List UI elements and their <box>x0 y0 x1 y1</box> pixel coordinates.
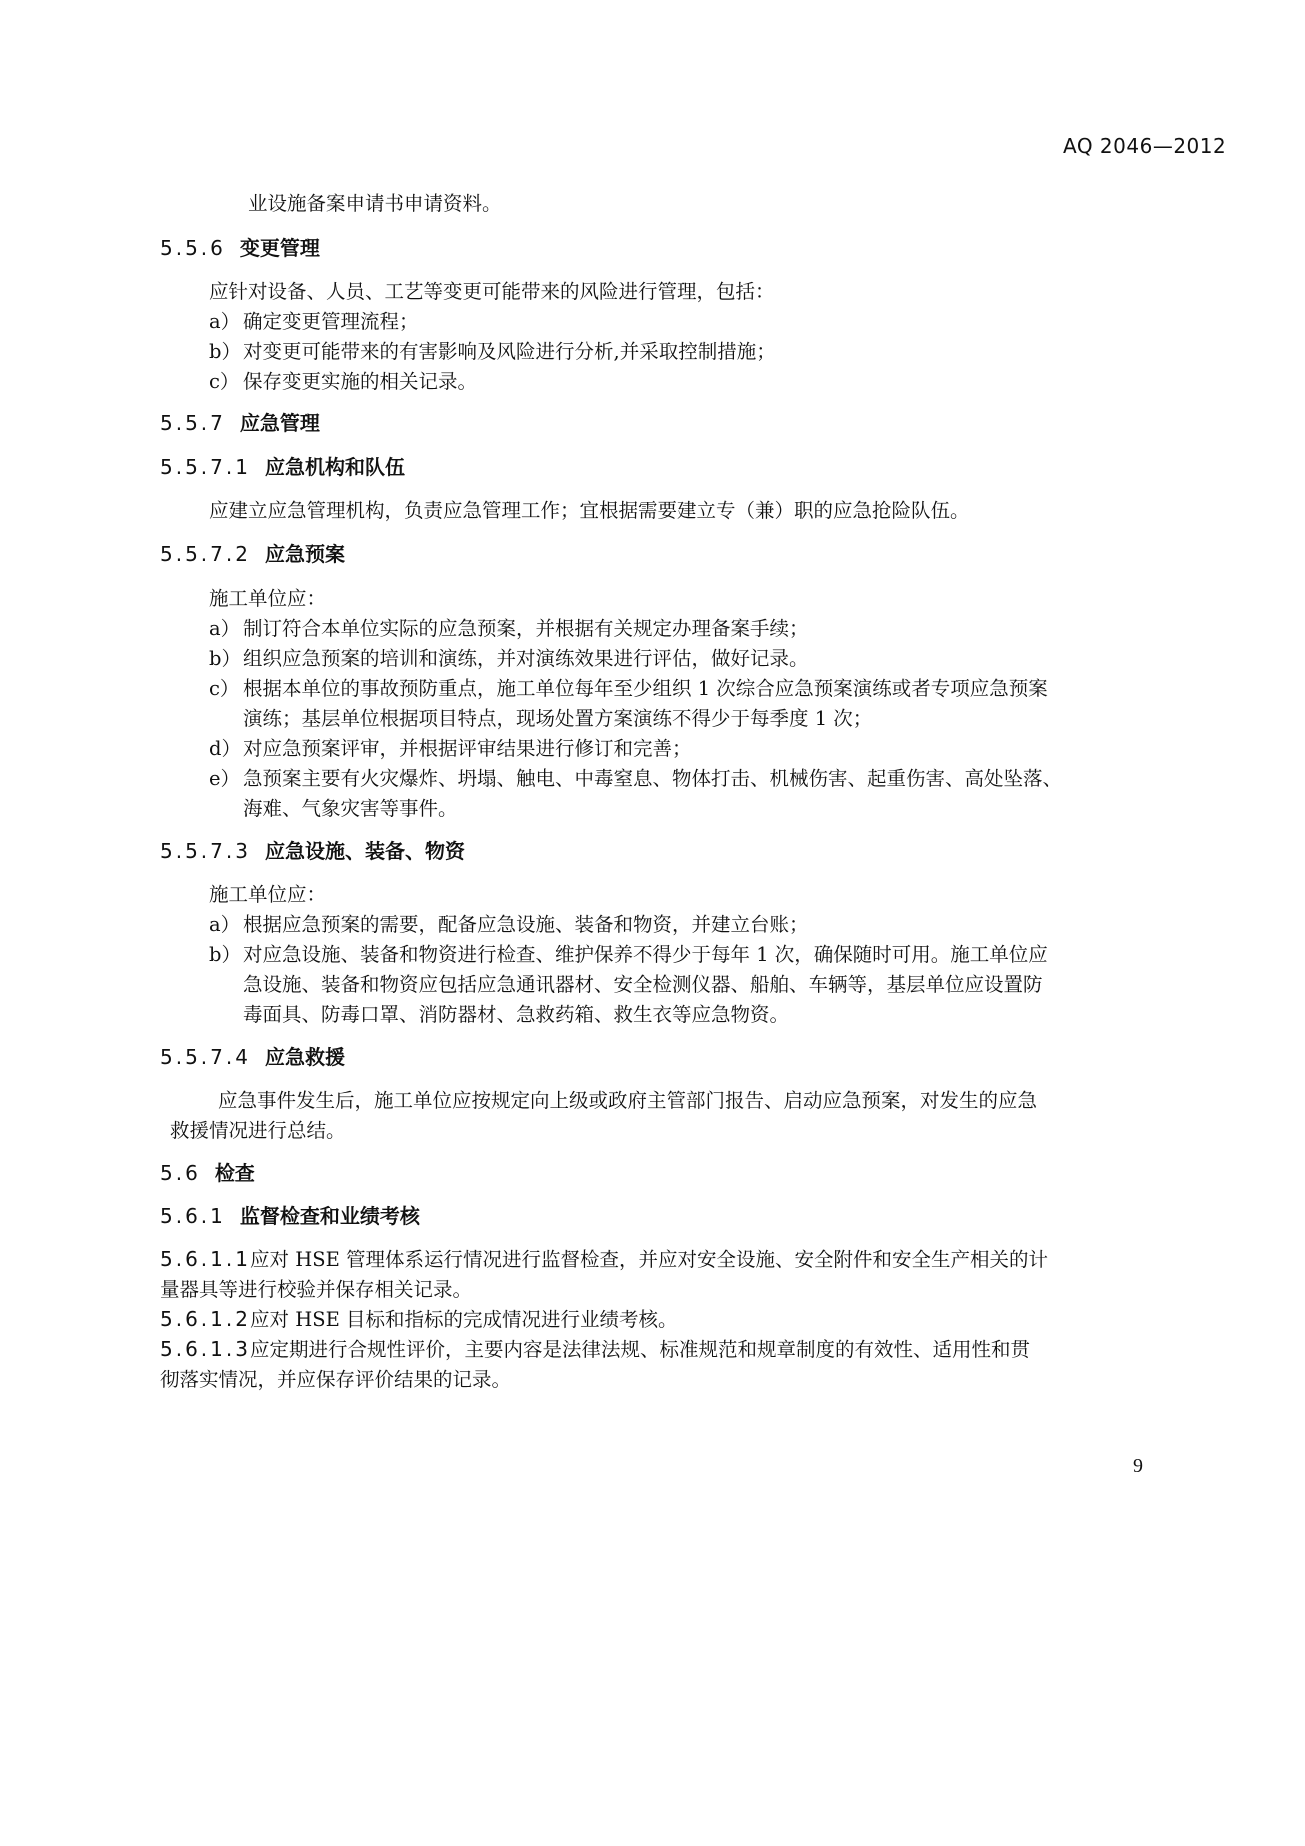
list-item-text: 根据应急预案的需要，配备应急设施、装备和物资，并建立台账； <box>243 913 809 936</box>
continuation-text: 业设施备案申请书申请资料。 <box>248 192 502 215</box>
list-item-text: 确定变更管理流程； <box>243 310 419 333</box>
section-title: 变更管理 <box>239 236 320 260</box>
list-item-text: 对变更可能带来的有害影响及风险进行分析,并采取控制措施； <box>243 340 776 363</box>
clause-5-6-1-3 <box>160 1334 1030 1362</box>
clause-number: 5.6.1.3 <box>160 1337 251 1361</box>
clause-number: 5.6.1.1 <box>160 1247 251 1271</box>
clause-number: 5.6.1.2 <box>160 1307 251 1331</box>
page-number: 9 <box>1133 1455 1143 1477</box>
section-title: 应急预案 <box>264 542 345 566</box>
clause-continuation: 彻落实情况，并应保存评价结果的记录。 <box>160 1368 512 1391</box>
list-item <box>209 673 1048 701</box>
section-number: 5.6.1 <box>160 1204 226 1228</box>
section-heading-5-5-7-3 <box>160 835 465 864</box>
list-marker: b） <box>209 943 241 966</box>
list-marker: e） <box>209 767 241 790</box>
clause-text: 应对 HSE 管理体系运行情况进行监督检查，并应对安全设施、安全附件和安全生产相关的计 <box>250 1248 1048 1271</box>
list-item-text: 对应急设施、装备和物资进行检查、维护保养不得少于每年 1 次，确保随时可用。施工单位应 <box>243 943 1048 966</box>
section-number: 5.5.7.2 <box>160 542 251 566</box>
list-item <box>209 763 1062 791</box>
list-item <box>209 643 809 671</box>
list-marker: b） <box>209 340 241 363</box>
list-item <box>209 613 809 641</box>
clause-text: 应对 HSE 目标和指标的完成情况进行业绩考核。 <box>250 1308 678 1331</box>
list-item-continuation: 急设施、装备和物资应包括应急通讯器材、安全检测仪器、船舶、车辆等，基层单位应设置防 <box>243 973 1043 996</box>
section-heading-5-5-7 <box>160 407 320 436</box>
list-item-continuation: 海难、气象灾害等事件。 <box>243 797 458 820</box>
section-heading-5-5-6 <box>160 232 320 261</box>
list-item <box>209 939 1048 967</box>
list-item <box>209 336 776 364</box>
list-item-text: 组织应急预案的培训和演练，并对演练效果进行评估，做好记录。 <box>243 647 809 670</box>
list-item-continuation: 演练；基层单位根据项目特点，现场处置方案演练不得少于每季度 1 次； <box>243 707 873 730</box>
section-title: 应急救援 <box>264 1045 345 1069</box>
list-item <box>209 366 477 394</box>
list-marker: c） <box>209 677 240 700</box>
section-number: 5.5.7.1 <box>160 455 251 479</box>
list-marker: a） <box>209 913 241 936</box>
section-number: 5.5.7 <box>160 411 226 435</box>
list-marker: a） <box>209 617 241 640</box>
list-item <box>209 306 419 334</box>
clause-5-6-1-2 <box>160 1304 678 1332</box>
list-marker: d） <box>209 737 241 760</box>
clause-continuation: 量器具等进行校验并保存相关记录。 <box>160 1278 473 1301</box>
paragraph: 应针对设备、人员、工艺等变更可能带来的风险进行管理，包括： <box>209 280 775 303</box>
section-number: 5.6 <box>160 1161 201 1185</box>
section-title: 应急机构和队伍 <box>264 455 405 479</box>
paragraph-continuation: 救援情况进行总结。 <box>170 1119 346 1142</box>
clause-5-6-1-1 <box>160 1244 1048 1272</box>
list-item-text: 保存变更实施的相关记录。 <box>243 370 478 393</box>
section-number: 5.5.6 <box>160 236 226 260</box>
list-item <box>209 909 809 937</box>
section-title: 应急设施、装备、物资 <box>264 839 465 863</box>
list-marker: c） <box>209 370 240 393</box>
list-item-text: 急预案主要有火灾爆炸、坍塌、触电、中毒窒息、物体打击、机械伤害、起重伤害、高处坠落、 <box>243 767 1063 790</box>
section-title: 检查 <box>214 1161 255 1185</box>
paragraph: 应急事件发生后，施工单位应按规定向上级或政府主管部门报告、启动应急预案，对发生的应急 <box>218 1089 1038 1112</box>
clause-text: 应定期进行合规性评价，主要内容是法律法规、标准规范和规章制度的有效性、适用性和贯 <box>250 1338 1031 1361</box>
list-item-continuation: 毒面具、防毒口罩、消防器材、急救药箱、救生衣等应急物资。 <box>243 1003 790 1026</box>
section-heading-5-6 <box>160 1157 255 1186</box>
section-title: 监督检查和业绩考核 <box>239 1204 420 1228</box>
standard-code: AQ 2046—2012 <box>1063 134 1227 158</box>
section-title: 应急管理 <box>239 411 320 435</box>
section-heading-5-5-7-1 <box>160 451 405 480</box>
section-heading-5-6-1 <box>160 1200 420 1229</box>
list-item-text: 对应急预案评审，并根据评审结果进行修订和完善； <box>243 737 692 760</box>
section-number: 5.5.7.4 <box>160 1045 251 1069</box>
section-heading-5-5-7-2 <box>160 538 345 567</box>
section-number: 5.5.7.3 <box>160 839 251 863</box>
list-item <box>209 733 692 761</box>
list-item-text: 根据本单位的事故预防重点，施工单位每年至少组织 1 次综合应急预案演练或者专项应急预案 <box>243 677 1048 700</box>
paragraph: 施工单位应： <box>209 587 327 610</box>
list-item-text: 制订符合本单位实际的应急预案，并根据有关规定办理备案手续； <box>243 617 809 640</box>
paragraph: 应建立应急管理机构，负责应急管理工作；宜根据需要建立专（兼）职的应急抢险队伍。 <box>209 499 970 522</box>
list-marker: a） <box>209 310 241 333</box>
list-marker: b） <box>209 647 241 670</box>
paragraph: 施工单位应： <box>209 883 327 906</box>
section-heading-5-5-7-4 <box>160 1041 345 1070</box>
